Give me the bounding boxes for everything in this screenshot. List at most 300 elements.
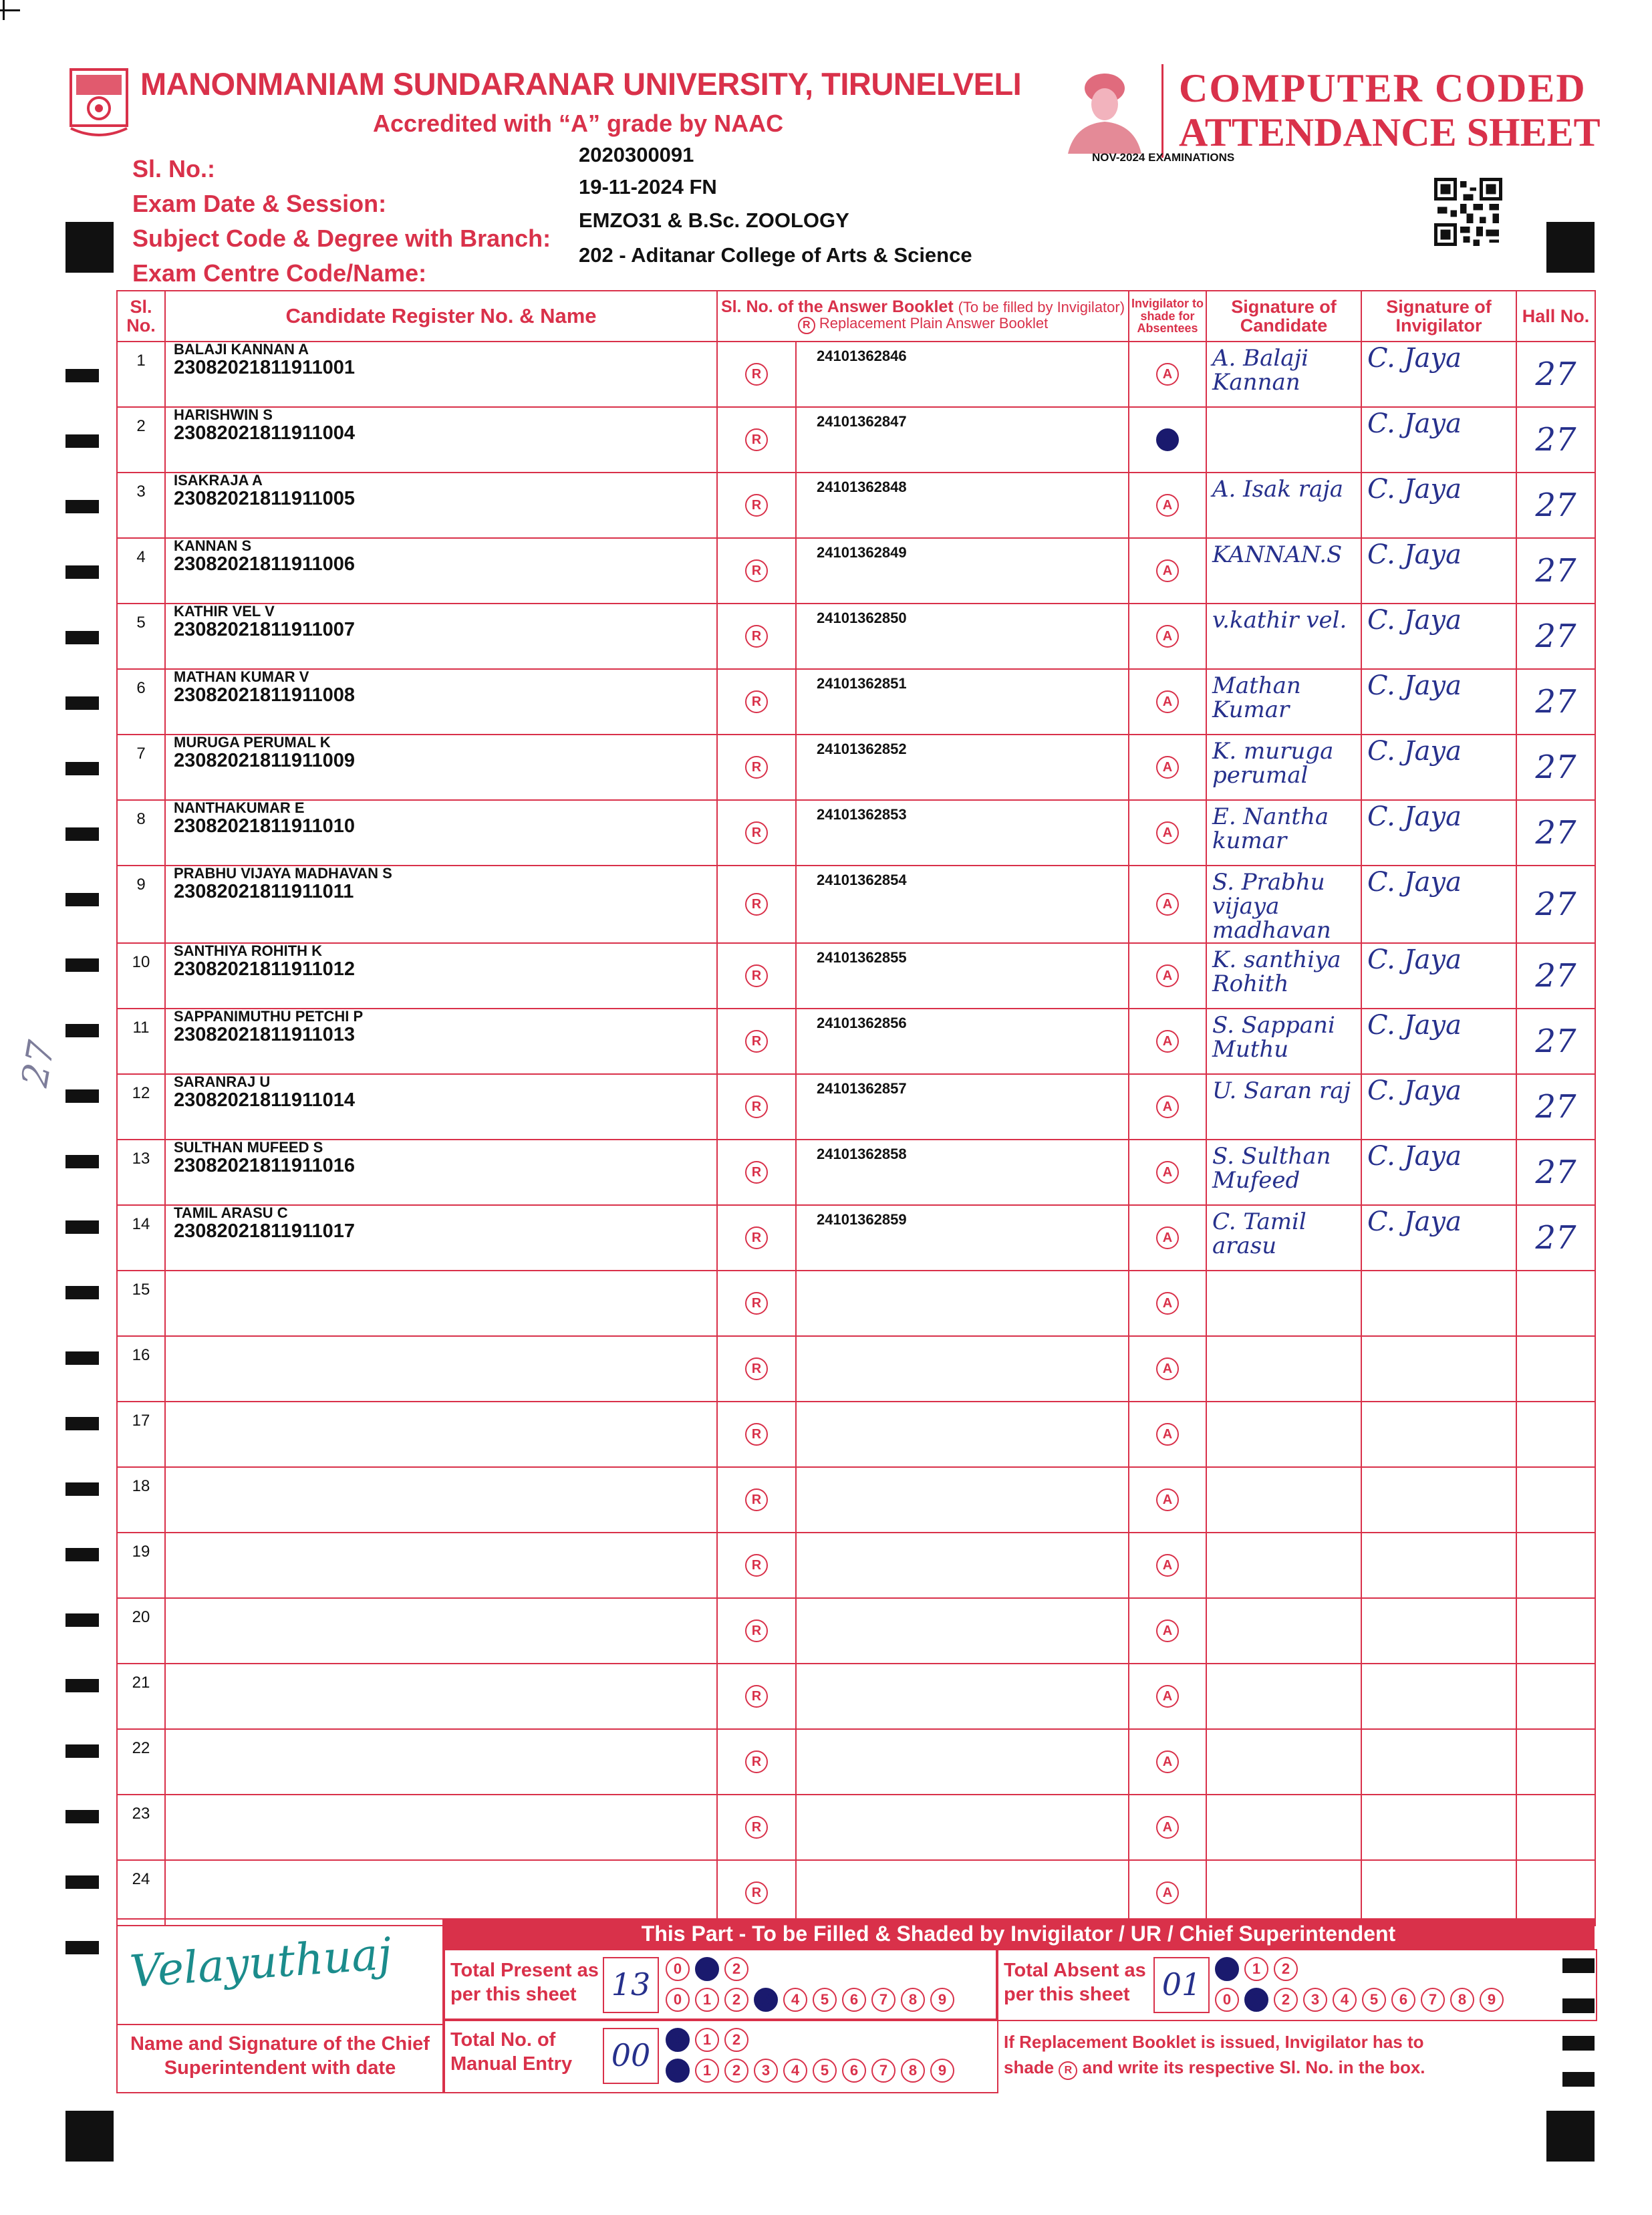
digit-bubble[interactable]: 1 (1244, 1957, 1268, 1981)
qr-code (1434, 178, 1502, 246)
digit-bubble[interactable]: 0 (666, 2028, 690, 2052)
absent-bubble-cell (1129, 1860, 1206, 1926)
digit-bubble[interactable]: 5 (813, 1988, 837, 2012)
header-hall: Hall No. (1516, 291, 1595, 342)
row-sl-no: 9 (117, 866, 165, 943)
candidate-signature[interactable] (1206, 1402, 1361, 1467)
invigilator-signature[interactable] (1361, 1795, 1516, 1860)
row-sl-no: 10 (117, 943, 165, 1009)
candidate-signature[interactable] (1206, 1598, 1361, 1664)
manual-tens-bubbles (666, 2028, 754, 2052)
chief-label: Name and Signature of the Chief Superintendent with date (130, 2033, 430, 2079)
booklet-number[interactable]: 24101362852 (796, 735, 1129, 800)
absent-bubble[interactable]: A (1156, 1750, 1179, 1773)
replacement-bubble[interactable]: R (745, 756, 768, 779)
candidate-signature[interactable] (1206, 1795, 1361, 1860)
candidate-cell (165, 342, 717, 407)
replacement-bubble[interactable]: R (745, 1619, 768, 1642)
candidate-cell (165, 1533, 717, 1598)
replacement-bubble-cell (717, 538, 796, 604)
candidate-signature[interactable]: E. Nantha kumar (1206, 800, 1361, 866)
replacement-bubble[interactable]: R (745, 1881, 768, 1904)
candidate-name: HARISHWIN S (174, 406, 273, 423)
digit-bubble[interactable]: 4 (783, 2059, 807, 2083)
invigilator-signature[interactable]: C. Jaya (1361, 1009, 1516, 1074)
row-sl-no: 20 (117, 1598, 165, 1664)
header-booklet-title: Sl. No. of the Answer Booklet (720, 297, 954, 316)
present-tens-bubbles (666, 1957, 754, 1981)
absent-bubble[interactable]: A (1156, 964, 1179, 987)
booklet-number[interactable] (796, 1271, 1129, 1336)
corner-mark (3, 0, 5, 20)
absent-bubble-cell (1129, 1402, 1206, 1467)
absent-bubble-cell (1129, 407, 1206, 473)
absent-bubble[interactable]: A (1156, 821, 1179, 844)
replacement-note-end: and write its respective Sl. No. in the box. (1082, 2057, 1425, 2077)
digit-bubble[interactable]: 0 (1215, 1988, 1239, 2012)
absent-bubble[interactable]: A (1156, 1685, 1179, 1708)
absent-bubble[interactable]: A (1156, 1816, 1179, 1839)
replacement-bubble[interactable]: R (745, 893, 768, 916)
digit-bubble[interactable]: 2 (724, 1988, 748, 2012)
digit-bubble[interactable]: 3 (754, 2059, 778, 2083)
hall-number[interactable] (1516, 1598, 1595, 1664)
absent-bubble-cell (1129, 943, 1206, 1009)
absent-bubble[interactable]: A (1156, 1881, 1179, 1904)
digit-bubble[interactable]: 6 (842, 2059, 866, 2083)
candidate-signature[interactable]: S. Sulthan Mufeed (1206, 1140, 1361, 1205)
exam-date-label: Exam Date & Session: (132, 190, 387, 217)
digit-bubble[interactable]: 8 (1450, 1988, 1474, 2012)
hall-number[interactable]: 27 (1516, 943, 1595, 1009)
digit-bubble[interactable]: 8 (901, 1988, 925, 2012)
digit-bubble[interactable]: 5 (813, 2059, 837, 2083)
candidate-signature[interactable] (1206, 407, 1361, 473)
invigilator-signature[interactable] (1361, 1467, 1516, 1533)
replacement-bubble[interactable]: R (745, 1554, 768, 1577)
absent-bubble-cell (1129, 1205, 1206, 1271)
header-sig-candidate: Signature of Candidate (1206, 291, 1361, 342)
hall-number[interactable]: 27 (1516, 538, 1595, 604)
hall-number[interactable]: 27 (1516, 866, 1595, 943)
hall-number[interactable] (1516, 1533, 1595, 1598)
absent-bubble[interactable]: A (1156, 1161, 1179, 1184)
booklet-number[interactable]: 24101362846 (796, 342, 1129, 407)
absent-bubble-cell (1129, 342, 1206, 407)
invigilator-signature[interactable] (1361, 1598, 1516, 1664)
replacement-bubble[interactable]: R (745, 1488, 768, 1511)
replacement-bubble-cell (717, 1074, 796, 1140)
hall-number[interactable]: 27 (1516, 669, 1595, 735)
replacement-bubble[interactable]: R (745, 1357, 768, 1380)
replacement-bubble[interactable]: R (745, 690, 768, 713)
replacement-bubble[interactable]: R (745, 1030, 768, 1053)
hall-number[interactable]: 27 (1516, 1074, 1595, 1140)
replacement-bubble[interactable]: R (745, 1292, 768, 1315)
replacement-bubble-cell (717, 473, 796, 538)
digit-bubble[interactable]: 6 (842, 1988, 866, 2012)
replacement-bubble-cell (717, 943, 796, 1009)
table-row (117, 1402, 1595, 1467)
candidate-signature[interactable]: S. Prabhu vijaya madhavan (1206, 866, 1361, 943)
invigilator-signature[interactable]: C. Jaya (1361, 800, 1516, 866)
replacement-bubble[interactable]: R (745, 1423, 768, 1446)
absent-bubble-cell (1129, 669, 1206, 735)
hall-number[interactable] (1516, 1795, 1595, 1860)
table-row (117, 1860, 1595, 1926)
hall-number[interactable] (1516, 1402, 1595, 1467)
hall-number[interactable] (1516, 1860, 1595, 1926)
hall-number[interactable]: 27 (1516, 1205, 1595, 1271)
invigilator-signature[interactable] (1361, 1533, 1516, 1598)
replacement-bubble-cell (717, 800, 796, 866)
candidate-signature[interactable] (1206, 1664, 1361, 1729)
digit-bubble[interactable]: 5 (1362, 1988, 1386, 2012)
invigilator-signature[interactable]: C. Jaya (1361, 1074, 1516, 1140)
register-number: 23082021811911014 (174, 1089, 355, 1111)
booklet-number[interactable] (796, 1598, 1129, 1664)
invigilator-signature[interactable]: C. Jaya (1361, 1205, 1516, 1271)
absent-bubble-cell (1129, 1598, 1206, 1664)
manual-entry-label: Total No. of Manual Entry (450, 2029, 573, 2075)
hall-number[interactable] (1516, 1271, 1595, 1336)
booklet-number[interactable] (796, 1860, 1129, 1926)
absent-bubble[interactable]: A (1156, 494, 1179, 517)
digit-bubble[interactable]: 2 (1274, 1988, 1298, 2012)
hall-number[interactable]: 27 (1516, 1140, 1595, 1205)
booklet-number[interactable]: 24101362849 (796, 538, 1129, 604)
replacement-note (1004, 2029, 1431, 2080)
absent-bubble[interactable]: A (1156, 756, 1179, 779)
row-sl-no: 15 (117, 1271, 165, 1336)
candidate-cell (165, 1074, 717, 1140)
replacement-bubble[interactable]: R (745, 1226, 768, 1249)
digit-bubble[interactable]: 7 (871, 2059, 896, 2083)
replacement-bubble[interactable]: R (745, 559, 768, 582)
absent-bubble-cell (1129, 1729, 1206, 1795)
table-row (117, 342, 1595, 407)
absent-bubble[interactable]: A (1156, 625, 1179, 648)
digit-bubble[interactable]: 0 (666, 1957, 690, 1981)
manual-entry-field[interactable]: 00 (603, 2028, 659, 2084)
candidate-cell (165, 1140, 717, 1205)
sheet-title-2: ATTENDANCE SHEET (1179, 110, 1601, 154)
row-sl-no: 24 (117, 1860, 165, 1926)
digit-bubble[interactable]: 2 (724, 2028, 748, 2052)
candidate-signature[interactable] (1206, 1533, 1361, 1598)
digit-bubble[interactable]: 1 (1244, 1988, 1268, 2012)
replacement-bubble[interactable]: R (745, 964, 768, 987)
hall-number[interactable]: 27 (1516, 407, 1595, 473)
absent-bubble-cell (1129, 1074, 1206, 1140)
booklet-number[interactable]: 24101362855 (796, 943, 1129, 1009)
absent-bubble[interactable]: A (1156, 690, 1179, 713)
replacement-bubble-cell (717, 866, 796, 943)
booklet-number[interactable] (796, 1729, 1129, 1795)
table-row (117, 604, 1595, 669)
booklet-number[interactable]: 24101362853 (796, 800, 1129, 866)
replacement-bubble-cell (717, 1729, 796, 1795)
booklet-number[interactable]: 24101362859 (796, 1205, 1129, 1271)
digit-bubble[interactable]: 0 (666, 2059, 690, 2083)
candidate-name: TAMIL ARASU C (174, 1204, 288, 1221)
table-row (117, 1140, 1595, 1205)
candidate-cell (165, 538, 717, 604)
booklet-number[interactable]: 24101362850 (796, 604, 1129, 669)
booklet-number[interactable]: 24101362848 (796, 473, 1129, 538)
replacement-bubble-cell (717, 1795, 796, 1860)
absent-bubble-cell (1129, 800, 1206, 866)
absent-bubble[interactable]: A (1156, 1554, 1179, 1577)
replacement-symbol: R (798, 317, 815, 334)
digit-bubble[interactable]: 9 (930, 2059, 954, 2083)
total-absent-field[interactable]: 01 (1153, 1957, 1210, 2013)
row-sl-no: 22 (117, 1729, 165, 1795)
candidate-signature[interactable]: K. muruga perumal (1206, 735, 1361, 800)
digit-bubble[interactable]: 7 (871, 1988, 896, 2012)
invigilator-signature[interactable]: C. Jaya (1361, 407, 1516, 473)
header-sig-invigilator: Signature of Invigilator (1361, 291, 1516, 342)
table-row (117, 1598, 1595, 1664)
invigilator-signature[interactable]: C. Jaya (1361, 604, 1516, 669)
digit-bubble[interactable]: 7 (1421, 1988, 1445, 2012)
replacement-bubble[interactable]: R (745, 821, 768, 844)
subject-value: EMZO31 & B.Sc. ZOOLOGY (579, 209, 849, 232)
hall-number[interactable]: 27 (1516, 473, 1595, 538)
invigilator-signature[interactable]: C. Jaya (1361, 866, 1516, 943)
hall-number[interactable]: 27 (1516, 1009, 1595, 1074)
table-row (117, 1009, 1595, 1074)
digit-bubble[interactable]: 6 (1391, 1988, 1415, 2012)
table-row (117, 943, 1595, 1009)
replacement-bubble-cell (717, 1140, 796, 1205)
absent-bubble-cell (1129, 1140, 1206, 1205)
candidate-signature[interactable] (1206, 1336, 1361, 1402)
booklet-number[interactable]: 24101362851 (796, 669, 1129, 735)
register-number: 23082021811911001 (174, 357, 355, 378)
row-sl-no: 1 (117, 342, 165, 407)
row-sl-no: 11 (117, 1009, 165, 1074)
candidate-cell (165, 1336, 717, 1402)
candidate-signature[interactable]: C. Tamil arasu (1206, 1205, 1361, 1271)
absent-units-bubbles (1215, 1988, 1509, 2012)
margin-note: 27 (13, 1037, 63, 1090)
digit-bubble[interactable]: 3 (1303, 1988, 1327, 2012)
absent-bubble[interactable]: A (1156, 1095, 1179, 1118)
hall-number[interactable] (1516, 1336, 1595, 1402)
digit-bubble[interactable]: 2 (724, 2059, 748, 2083)
candidate-cell (165, 1860, 717, 1926)
digit-bubble[interactable]: 9 (1480, 1988, 1504, 2012)
candidate-signature[interactable]: KANNAN.S (1206, 538, 1361, 604)
booklet-number[interactable]: 24101362857 (796, 1074, 1129, 1140)
replacement-bubble[interactable]: R (745, 1685, 768, 1708)
invigilator-signature[interactable]: C. Jaya (1361, 735, 1516, 800)
accreditation: Accredited with “A” grade by NAAC (373, 110, 784, 137)
candidate-name: KATHIR VEL V (174, 603, 275, 620)
table-row (117, 1729, 1595, 1795)
candidate-signature[interactable]: A. Isak raja (1206, 473, 1361, 538)
replacement-bubble-cell (717, 1271, 796, 1336)
hall-number[interactable] (1516, 1467, 1595, 1533)
register-number: 23082021811911004 (174, 422, 355, 444)
candidate-signature[interactable] (1206, 1729, 1361, 1795)
digit-bubble[interactable]: 8 (901, 2059, 925, 2083)
total-present-field[interactable]: 13 (603, 1957, 659, 2013)
sheet-title-1: COMPUTER CODED (1179, 66, 1587, 110)
row-sl-no: 17 (117, 1402, 165, 1467)
candidate-cell (165, 473, 717, 538)
invigilator-signature[interactable]: C. Jaya (1361, 538, 1516, 604)
digit-bubble[interactable]: 2 (724, 1957, 748, 1981)
booklet-number[interactable]: 24101362847 (796, 407, 1129, 473)
absent-bubble[interactable]: A (1156, 1423, 1179, 1446)
absent-bubble[interactable]: A (1156, 428, 1179, 451)
digit-bubble[interactable]: 1 (695, 2059, 719, 2083)
digit-bubble[interactable]: 2 (1274, 1957, 1298, 1981)
hall-number[interactable]: 27 (1516, 604, 1595, 669)
candidate-name: ISAKRAJA A (174, 472, 263, 489)
replacement-bubble[interactable]: R (745, 494, 768, 517)
digit-bubble[interactable]: 1 (695, 1988, 719, 2012)
digit-bubble[interactable]: 3 (754, 1988, 778, 2012)
attendance-table (116, 290, 1596, 1926)
candidate-name: NANTHAKUMAR E (174, 799, 305, 816)
centre-value: 202 - Aditanar College of Arts & Science (579, 243, 972, 267)
table-row (117, 1533, 1595, 1598)
digit-bubble[interactable]: 0 (666, 1988, 690, 2012)
hall-number[interactable] (1516, 1664, 1595, 1729)
absent-bubble[interactable]: A (1156, 1488, 1179, 1511)
absent-bubble[interactable]: A (1156, 1357, 1179, 1380)
hall-number[interactable]: 27 (1516, 342, 1595, 407)
absent-bubble[interactable]: A (1156, 1292, 1179, 1315)
replacement-bubble[interactable]: R (745, 1816, 768, 1839)
digit-bubble[interactable]: 1 (695, 2028, 719, 2052)
invigilator-signature[interactable]: C. Jaya (1361, 1140, 1516, 1205)
absent-bubble-cell (1129, 1336, 1206, 1402)
booklet-number[interactable] (796, 1467, 1129, 1533)
replacement-bubble-cell (717, 407, 796, 473)
booklet-number[interactable] (796, 1795, 1129, 1860)
digit-bubble[interactable]: 4 (783, 1988, 807, 2012)
absent-bubble[interactable]: A (1156, 559, 1179, 582)
invigilator-signature[interactable]: C. Jaya (1361, 669, 1516, 735)
replacement-bubble[interactable]: R (745, 1750, 768, 1773)
header-absentee: Invigilator to shade for Absentees (1129, 291, 1206, 342)
replacement-bubble-cell (717, 1664, 796, 1729)
invigilator-signature[interactable] (1361, 1336, 1516, 1402)
header-sl: Sl. No. (117, 291, 165, 342)
booklet-number[interactable] (796, 1664, 1129, 1729)
candidate-name: BALAJI KANNAN A (174, 341, 309, 358)
table-row (117, 866, 1595, 943)
absent-bubble[interactable]: A (1156, 893, 1179, 916)
university-logo (65, 67, 132, 146)
table-row (117, 473, 1595, 538)
digit-bubble[interactable]: 9 (930, 1988, 954, 2012)
hall-number[interactable]: 27 (1516, 735, 1595, 800)
hall-number[interactable]: 27 (1516, 800, 1595, 866)
digit-bubble[interactable]: 0 (1215, 1957, 1239, 1981)
replacement-bubble-cell (717, 669, 796, 735)
candidate-signature[interactable]: v.kathir vel. (1206, 604, 1361, 669)
table-row (117, 669, 1595, 735)
invigilator-signature[interactable] (1361, 1271, 1516, 1336)
booklet-number[interactable] (796, 1336, 1129, 1402)
row-sl-no: 8 (117, 800, 165, 866)
invigilator-signature[interactable]: C. Jaya (1361, 342, 1516, 407)
digit-bubble[interactable]: 4 (1333, 1988, 1357, 2012)
invigilator-signature[interactable]: C. Jaya (1361, 943, 1516, 1009)
booklet-number[interactable] (796, 1533, 1129, 1598)
candidate-signature[interactable] (1206, 1860, 1361, 1926)
invigilator-signature[interactable] (1361, 1860, 1516, 1926)
replacement-bubble[interactable]: R (745, 1161, 768, 1184)
candidate-cell (165, 407, 717, 473)
candidate-signature[interactable]: S. Sappani Muthu (1206, 1009, 1361, 1074)
absent-bubble[interactable]: A (1156, 1226, 1179, 1249)
absent-bubble[interactable]: A (1156, 1619, 1179, 1642)
row-sl-no: 19 (117, 1533, 165, 1598)
row-sl-no: 4 (117, 538, 165, 604)
replacement-bubble-cell (717, 1205, 796, 1271)
invigilator-signature[interactable] (1361, 1402, 1516, 1467)
row-sl-no: 7 (117, 735, 165, 800)
invigilator-signature[interactable] (1361, 1729, 1516, 1795)
invigilator-section (116, 1918, 1595, 2093)
invigilator-signature[interactable]: C. Jaya (1361, 473, 1516, 538)
booklet-number[interactable]: 24101362856 (796, 1009, 1129, 1074)
candidate-cell (165, 735, 717, 800)
replacement-bubble[interactable]: R (745, 363, 768, 386)
candidate-cell (165, 800, 717, 866)
absent-bubble[interactable]: A (1156, 1030, 1179, 1053)
candidate-name: PRABHU VIJAYA MADHAVAN S (174, 865, 392, 882)
replacement-bubble[interactable]: R (745, 625, 768, 648)
chief-divider (116, 2024, 442, 2025)
absent-bubble[interactable]: A (1156, 363, 1179, 386)
candidate-signature[interactable] (1206, 1271, 1361, 1336)
register-number: 23082021811911012 (174, 958, 355, 980)
row-sl-no: 23 (117, 1795, 165, 1860)
row-sl-no: 6 (117, 669, 165, 735)
booklet-number[interactable] (796, 1402, 1129, 1467)
hall-number[interactable] (1516, 1729, 1595, 1795)
replacement-bubble[interactable]: R (745, 428, 768, 451)
header-booklet (717, 291, 1129, 342)
candidate-signature[interactable]: K. santhiya Rohith (1206, 943, 1361, 1009)
header-divider (1161, 64, 1163, 158)
absent-bubble-cell (1129, 1664, 1206, 1729)
invigilator-signature[interactable] (1361, 1664, 1516, 1729)
candidate-cell (165, 604, 717, 669)
candidate-signature[interactable]: A. Balaji Kannan (1206, 342, 1361, 407)
candidate-signature[interactable]: Mathan Kumar (1206, 669, 1361, 735)
candidate-signature[interactable] (1206, 1467, 1361, 1533)
exam-date-value: 19-11-2024 FN (579, 175, 717, 199)
table-header (117, 291, 1595, 342)
absent-bubble-cell (1129, 1795, 1206, 1860)
founder-portrait (1061, 60, 1148, 154)
booklet-number[interactable]: 24101362854 (796, 866, 1129, 943)
timing-mark (1546, 222, 1595, 273)
candidate-signature[interactable]: U. Saran raj (1206, 1074, 1361, 1140)
total-present-label: Total Present as per this sheet (450, 1960, 599, 2005)
booklet-number[interactable]: 24101362858 (796, 1140, 1129, 1205)
digit-bubble[interactable]: 1 (695, 1957, 719, 1981)
replacement-bubble[interactable]: R (745, 1095, 768, 1118)
